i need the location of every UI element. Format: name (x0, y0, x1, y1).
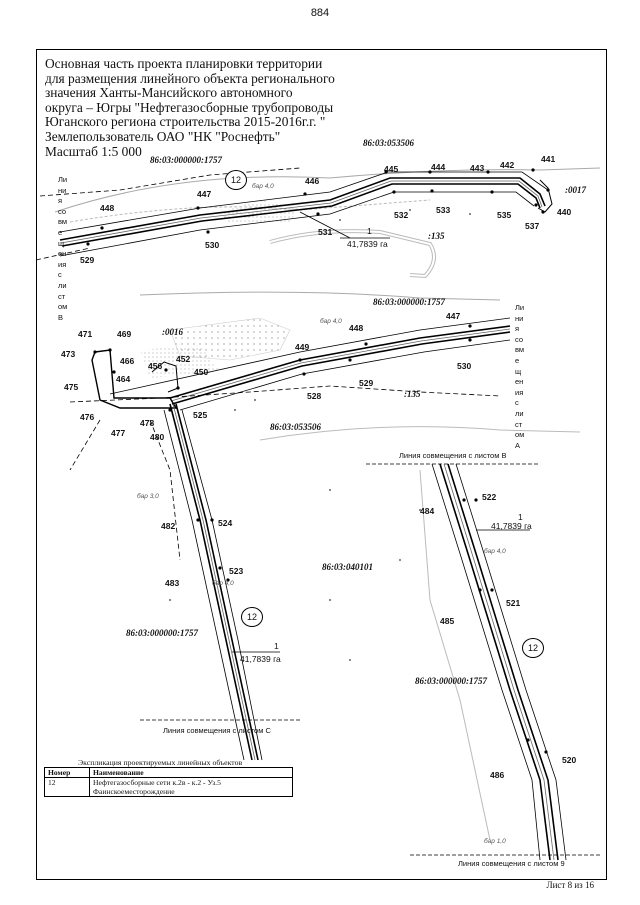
combo-label-b: Линия совмещения с листом В (399, 451, 507, 460)
cadastral-number: 86:03:040101 (322, 562, 373, 572)
header-name: Наименование (90, 768, 293, 778)
cadastral-number: 86:03:000000:1757 (150, 155, 222, 165)
point-label: 448 (100, 203, 115, 213)
point-label: 485 (440, 616, 455, 626)
parcel-number: 1 (518, 512, 523, 522)
point-label: 530 (205, 240, 220, 250)
point-label: 447 (197, 189, 212, 199)
point-label: 525 (193, 410, 208, 420)
cadastral-number: :0016 (162, 327, 183, 337)
dashed-boundary (70, 420, 100, 470)
explication-table (44, 767, 293, 797)
title-line: Юганского региона строительства 2015-2016г.г. " (45, 114, 326, 130)
page-number: 884 (310, 7, 330, 19)
title-line: для размещения линейного объекта регионального (45, 70, 335, 86)
parcel-number: 1 (367, 226, 372, 236)
bar-label: бар 4,0 (484, 548, 506, 555)
point-label: 471 (78, 329, 93, 339)
point-label: 443 (470, 163, 485, 173)
point-label: 448 (349, 323, 364, 333)
point-label: 486 (490, 770, 505, 780)
boundary-line (60, 192, 534, 256)
terrain-edge (55, 168, 600, 212)
parcel-area: 41,7839 га (347, 239, 388, 249)
point-label: 520 (562, 755, 577, 765)
bar-label: бар 4,0 (320, 318, 342, 325)
point-label: 444 (431, 162, 446, 172)
cadastral-number: 86:03:053506 (363, 138, 414, 148)
point-label: 456 (148, 361, 163, 371)
combo-label-c: Линия совмещения с листом С (163, 726, 271, 735)
point-label: 469 (117, 329, 132, 339)
point-label: 532 (394, 210, 409, 220)
bar-label: бар 3,0 (137, 493, 159, 500)
point-label: 529 (80, 255, 95, 265)
point-label: 480 (150, 432, 165, 442)
table-header-row (45, 768, 293, 778)
row-number: 12 (45, 778, 90, 797)
scale-label: Масштаб 1:5 000 (45, 143, 142, 159)
point-label: 440 (557, 207, 572, 217)
point-label: 484 (420, 506, 435, 516)
dashed-boundary (40, 168, 300, 196)
point-label: 482 (161, 521, 176, 531)
point-label: 473 (61, 349, 76, 359)
point-label: 533 (436, 205, 451, 215)
point-label: 441 (541, 154, 556, 164)
title-line: Землепользователь ОАО "НК "Роснефть" (45, 128, 281, 144)
point-label: 477 (111, 428, 126, 438)
point-label: 447 (446, 311, 461, 321)
point-label: 452 (176, 354, 191, 364)
point-label: 475 (64, 382, 79, 392)
point-label: 529 (359, 378, 374, 388)
vertical-combo-label-b: Ли ни я со вм е щ ен ия с ли ст ом В (58, 175, 68, 322)
point-label: 446 (305, 176, 320, 186)
combo-label-9: Линия совмещения с листом 9 (458, 859, 565, 868)
object-marker: 12 (225, 170, 247, 190)
point-label: 466 (120, 356, 135, 366)
parcel-number: 1 (274, 641, 279, 651)
corridor-line (170, 404, 252, 760)
title-line: округа – Югры "Нефтегазосборные трубопроводы (45, 99, 334, 115)
bar-label: бар 1,0 (484, 838, 506, 845)
row-name: Нефтегазосборные сети к.2в - к.2 - Уз.5 Фаинскоеместорождение (90, 778, 293, 797)
explication-caption: Экспликация проектируемых линейных объектов (78, 758, 243, 767)
cadastral-number: :135 (428, 231, 445, 241)
terrain-edge (140, 292, 500, 300)
point-label: 445 (384, 164, 399, 174)
sheet-label: Лист 8 из 16 (546, 880, 594, 890)
point-label: 476 (80, 412, 95, 422)
title-line: Основная часть проекта планировки территории (45, 56, 323, 71)
parcel-area: 41,7839 га (240, 654, 281, 664)
point-label: 524 (218, 518, 233, 528)
point-label: 528 (307, 391, 322, 401)
map-title (45, 57, 335, 159)
bar-label: бар 4,0 (252, 183, 274, 190)
point-label: 523 (229, 566, 244, 576)
cadastral-number: 86:03:000000:1757 (373, 297, 445, 307)
header-number: Номер (45, 768, 90, 778)
object-marker: 12 (241, 607, 263, 627)
point-label: 522 (482, 492, 497, 502)
title-line: значения Ханты-Мансийского автономного (45, 85, 293, 101)
point-label: 521 (506, 598, 521, 608)
parcel-area: 41,7839 га (491, 521, 532, 531)
point-label: 450 (194, 367, 209, 377)
point-label: 530 (457, 361, 472, 371)
cadastral-number: 86:03:000000:1757 (126, 628, 198, 638)
object-marker: 12 (522, 638, 544, 658)
terrain-edge (420, 470, 490, 840)
bar-label: бар 4,0 (212, 580, 234, 587)
point-label: 531 (318, 227, 333, 237)
point-label: 464 (116, 374, 131, 384)
cadastral-number: 86:03:000000:1757 (415, 676, 487, 686)
point-label: 535 (497, 210, 512, 220)
table-row (45, 778, 293, 797)
point-label: 442 (500, 160, 515, 170)
cadastral-number: :135 (404, 389, 421, 399)
vertical-combo-label-a: Ли ни я со вм е щ ен ия с ли ст ом А (515, 303, 525, 450)
cadastral-number: :0017 (565, 185, 586, 195)
point-label: 478 (140, 418, 155, 428)
cadastral-number: 86:03:053506 (270, 422, 321, 432)
point-label: 537 (525, 221, 540, 231)
point-label: 449 (295, 342, 310, 352)
point-label: 483 (165, 578, 180, 588)
